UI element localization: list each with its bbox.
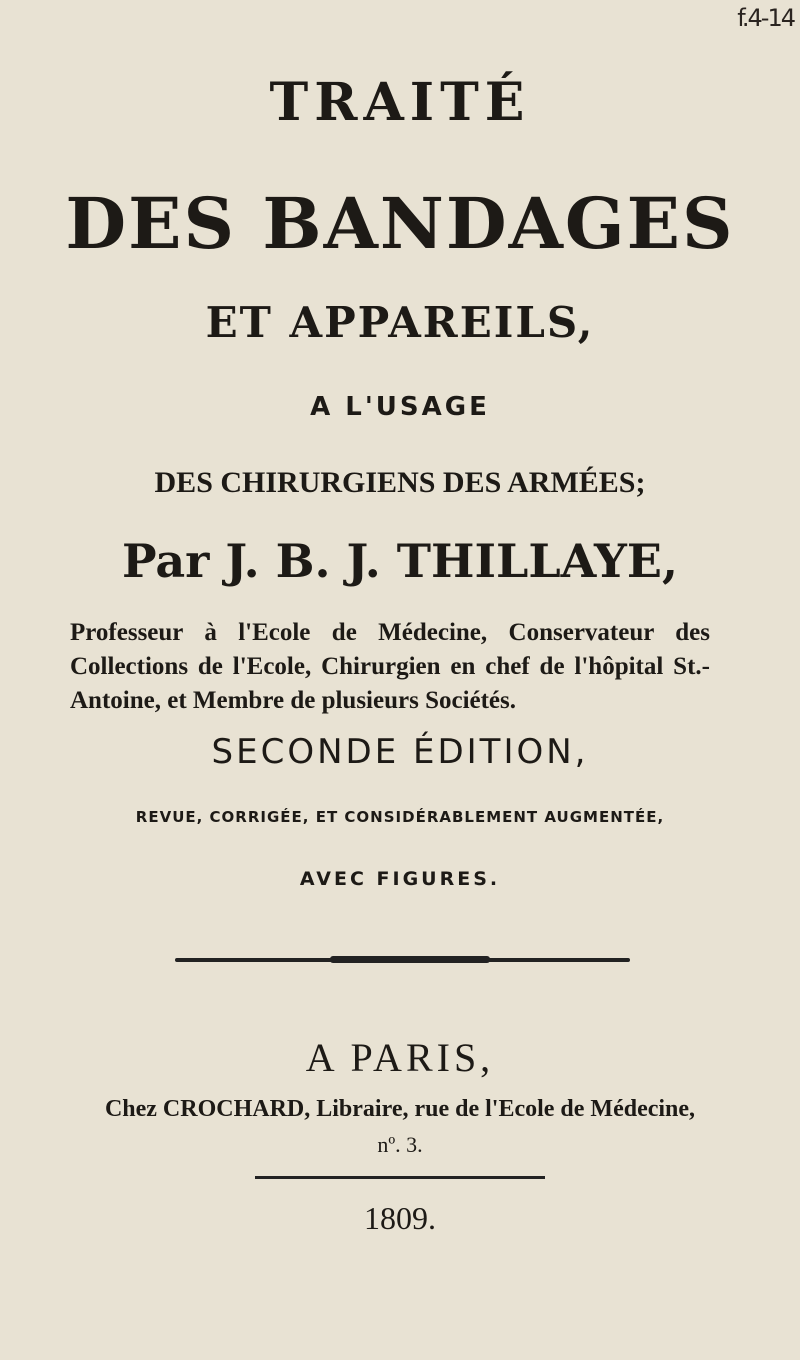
edition-title: SECONDE ÉDITION, bbox=[211, 732, 589, 772]
title-line-2: DES BANDAGES bbox=[65, 182, 735, 265]
title-line-4: A L'USAGE bbox=[310, 392, 490, 422]
imprint-city: A PARIS, bbox=[305, 1035, 495, 1080]
divider-rule-thick bbox=[330, 956, 490, 963]
imprint-publisher: Chez CROCHARD, Libraire, rue de l'Ecole de Médecine, bbox=[104, 1096, 696, 1122]
title-line-1: TRAITÉ bbox=[269, 72, 531, 133]
title-line-3: ET APPAREILS, bbox=[205, 298, 595, 347]
imprint-divider-rule bbox=[255, 1176, 545, 1179]
title-line-5: DES CHIRURGIENS DES ARMÉES; bbox=[154, 466, 646, 499]
edition-note: REVUE, CORRIGÉE, ET CONSIDÉRABLEMENT AUGMENTÉE, bbox=[135, 808, 665, 826]
imprint-number: nº. 3. bbox=[377, 1132, 423, 1157]
author-description: Professeur à l'Ecole de Médecine, Conservateur des Collections de l'Ecole, Chirurgien en chef de l'hôpital St.-Antoine, et Membre de plusieurs Sociétés. bbox=[70, 619, 710, 714]
corner-handwritten-mark: f.4-14 bbox=[737, 4, 794, 32]
imprint-year: 1809. bbox=[364, 1200, 436, 1236]
edition-figures: AVEC FIGURES. bbox=[299, 868, 501, 890]
author-line: Par J. B. J. THILLAYE, bbox=[122, 534, 678, 588]
